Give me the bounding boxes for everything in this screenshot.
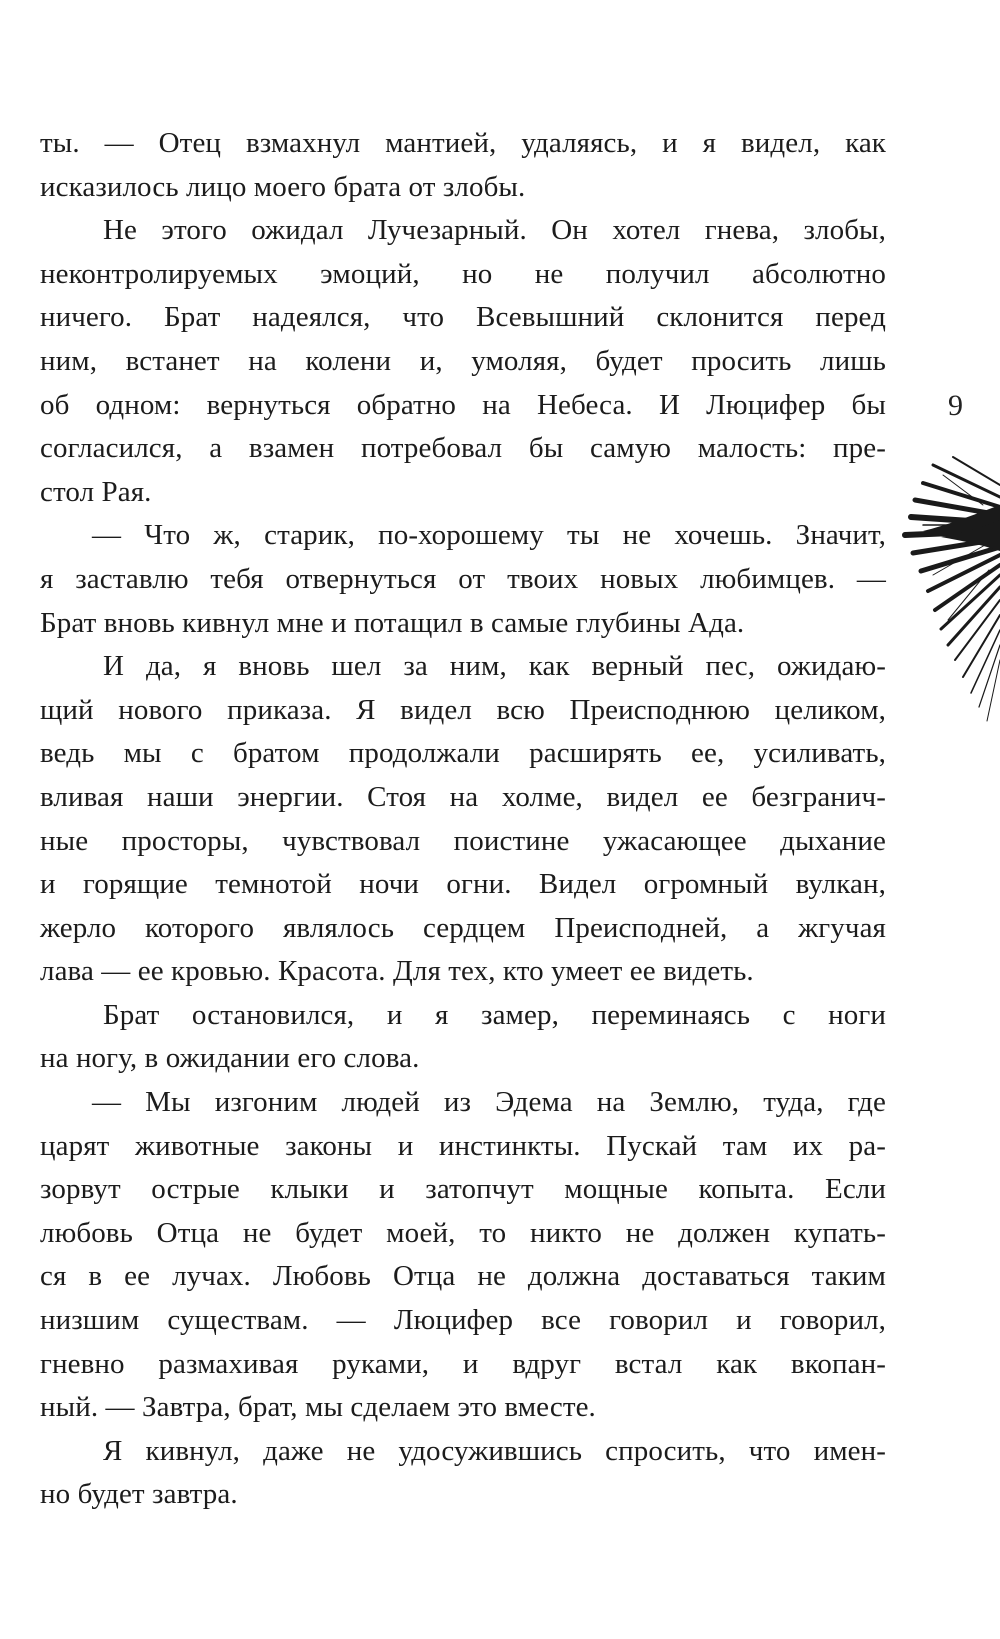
text-line: Брат остановился, и я замер, переминаясь с ноги	[103, 998, 886, 1031]
paragraph	[40, 1081, 886, 1430]
text-line: низшим существам. — Люцифер все говорил и говорил,	[40, 1304, 886, 1337]
wing-feather-icon	[893, 445, 1000, 735]
text-line: Я кивнул, даже не удосужившись спросить, что имен-	[103, 1434, 886, 1467]
text-line: ним, встанет на колени и, умоляя, будет просить лишь	[40, 344, 886, 377]
body-text	[40, 122, 886, 1517]
text-line: ный. — Завтра, брат, мы сделаем это вместе.	[40, 1391, 596, 1424]
paragraph	[40, 122, 886, 209]
paragraph	[40, 514, 886, 645]
paragraph	[40, 994, 886, 1081]
text-line: Брат вновь кивнул мне и потащил в самые глубины Ада.	[40, 606, 745, 639]
text-line: гневно размахивая руками, и вдруг встал как вкопан-	[40, 1347, 886, 1380]
text-line: я заставлю тебя отвернуться от твоих новых любимцев. —	[40, 562, 886, 595]
text-line: щий нового приказа. Я видел всю Преисподнюю целиком,	[40, 693, 886, 726]
text-line: ные просторы, чувствовал поистине ужасающее дыхание	[40, 824, 886, 857]
text-line: лава — ее кровью. Красота. Для тех, кто умеет ее видеть.	[40, 955, 754, 988]
text-line: ся в ее лучах. Любовь Отца не должна доставаться таким	[40, 1260, 886, 1293]
text-line: вливая наши энергии. Стоя на холме, видел ее безгранич-	[40, 780, 886, 813]
text-line: Не этого ожидал Лучезарный. Он хотел гнева, злобы,	[103, 214, 886, 247]
text-line: ведь мы с братом продолжали расширять ее, усиливать,	[40, 737, 886, 770]
text-line: согласился, а взамен потребовал бы самую малость: пре-	[40, 432, 886, 465]
text-line: — Мы изгоним людей из Эдема на Землю, туда, где	[92, 1086, 886, 1119]
text-line: ничего. Брат надеялся, что Всевышний склонится перед	[40, 301, 886, 334]
text-line: и горящие темнотой ночи огни. Видел огромный вулкан,	[40, 868, 886, 901]
text-line: — Что ж, старик, по-хорошему ты не хочешь. Значит,	[92, 519, 886, 552]
paragraph	[40, 1430, 886, 1517]
text-line: жерло которого являлось сердцем Преисподней, а жгучая	[40, 911, 886, 944]
text-line: ты. — Отец взмахнул мантией, удаляясь, и я видел, как	[40, 127, 886, 159]
text-line: на ногу, в ожидании его слова.	[40, 1042, 420, 1075]
text-line: царят животные законы и инстинкты. Пускай там их ра-	[40, 1129, 886, 1162]
text-line: стол Рая.	[40, 475, 152, 508]
text-line: неконтролируемых эмоций, но не получил абсолютно	[40, 257, 886, 290]
text-line: об одном: вернуться обратно на Небеса. И Люцифер бы	[40, 388, 886, 421]
text-line: любовь Отца не будет моей, то никто не должен купать-	[40, 1216, 886, 1249]
page-number: 9	[948, 389, 963, 422]
text-line: исказилось лицо моего брата от злобы.	[40, 170, 526, 203]
text-line: И да, я вновь шел за ним, как верный пес, ожидаю-	[103, 650, 886, 683]
paragraph	[40, 645, 886, 994]
text-line: но будет завтра.	[40, 1478, 238, 1511]
text-line: зорвут острые клыки и затопчут мощные копыта. Если	[40, 1173, 886, 1206]
paragraph	[40, 209, 886, 514]
